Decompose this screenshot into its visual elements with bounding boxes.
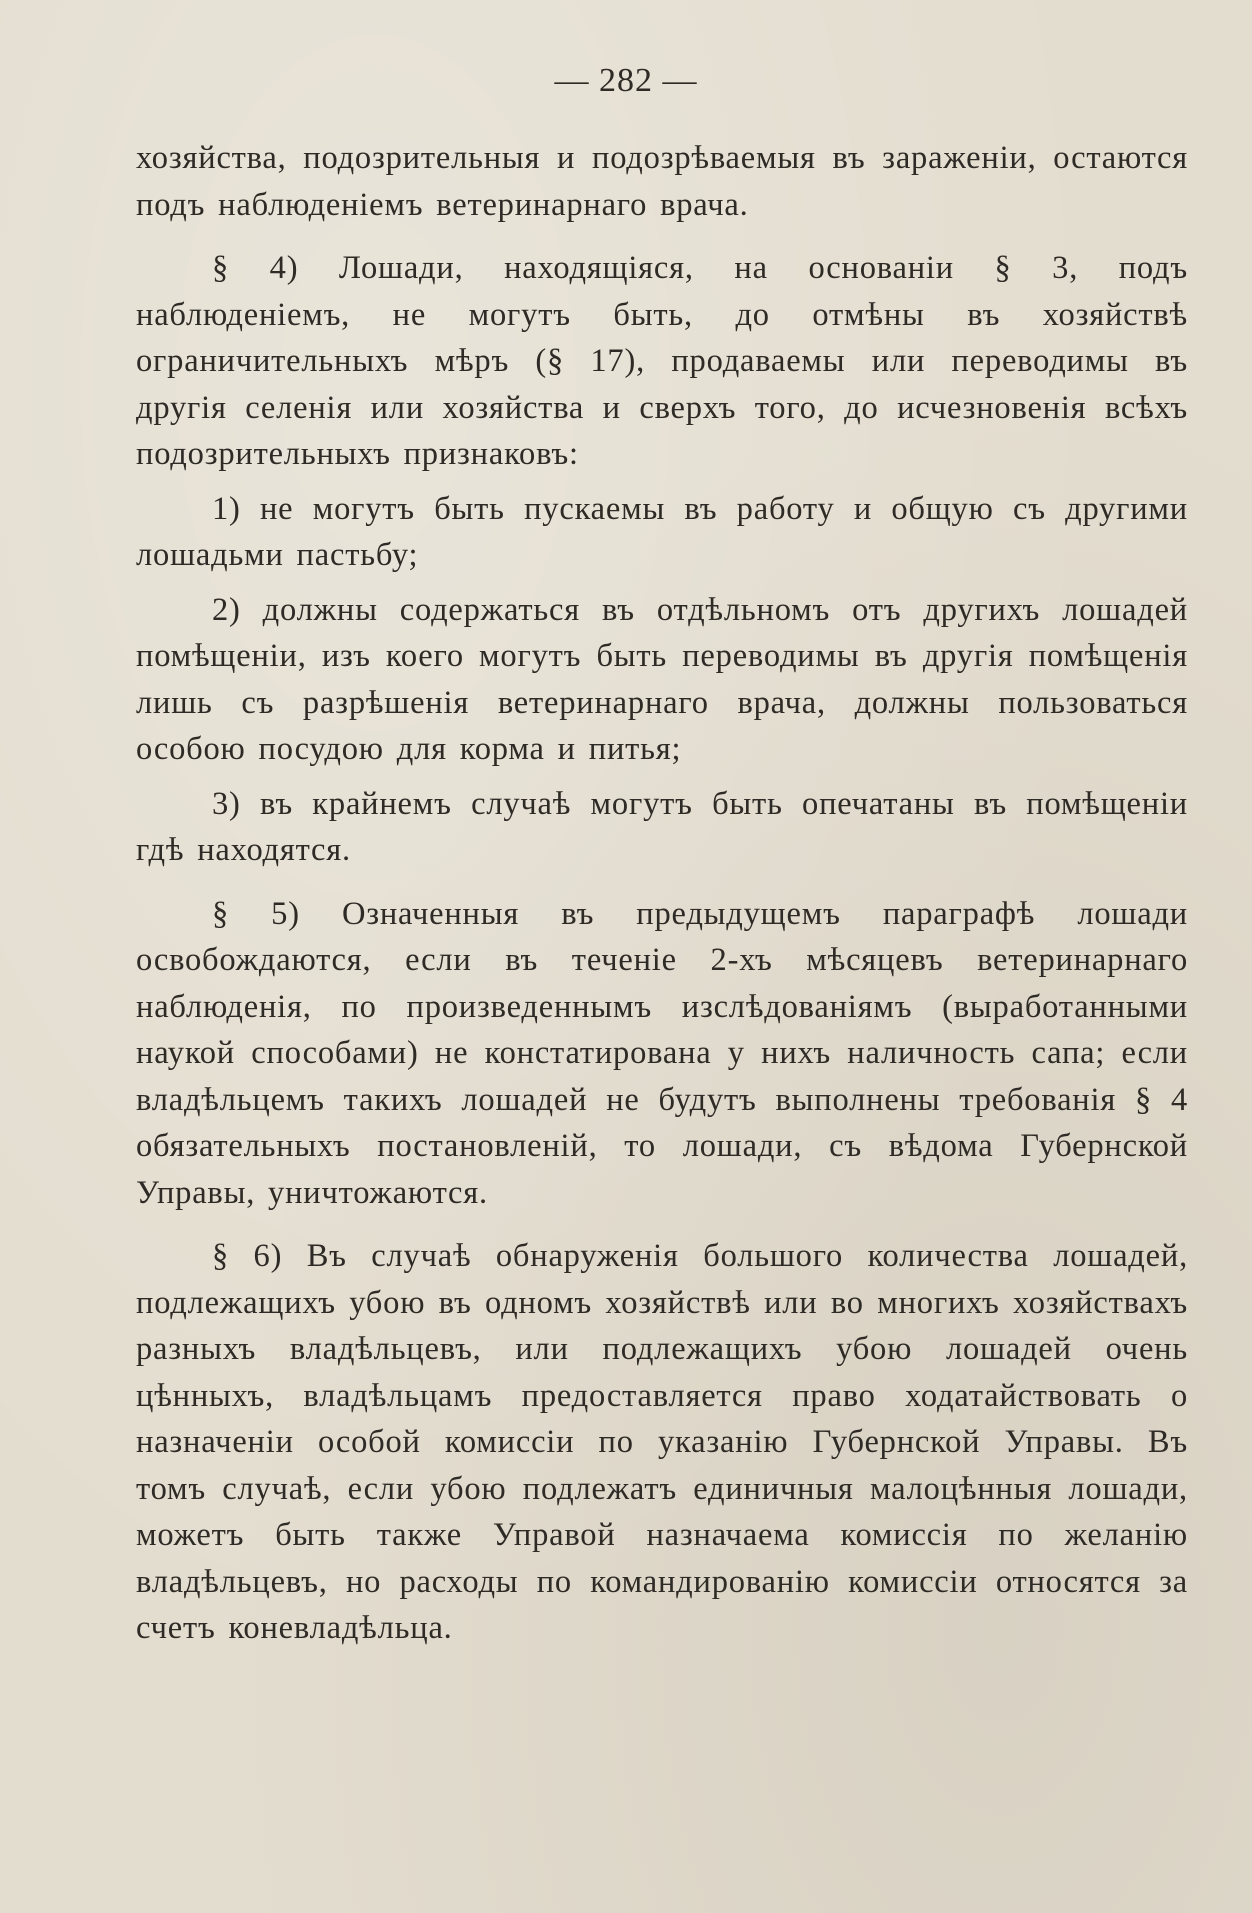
paragraph-section-4: § 4) Лошади, находящіяся, на основаніи § 3, подъ наблюденіемъ, не могутъ быть, до отмѣны въ хозяйствѣ ограничительныхъ мѣръ (§ 17), продаваемы или переводимы въ другія селенія или хозяйства и сверхъ того, до исчезновенія всѣхъ подозрительныхъ признаковъ: <box>136 250 1188 472</box>
paragraph-item-2: 2) должны содержаться въ отдѣльномъ отъ другихъ лошадей помѣщеніи, изъ коего могутъ быть переводимы въ другія помѣщенія лишь съ разрѣшенія ветеринарнаго врача, должны пользоваться особою посудою для корма и питья; <box>136 591 1188 767</box>
paragraph-section-6: § 6) Въ случаѣ обнаруженія большого количества лошадей, подлежащихъ убою въ одномъ хозяйствѣ или во многихъ хозяйствахъ разныхъ владѣльцевъ, или подлежащихъ убою лошадей очень цѣнныхъ, владѣльцамъ предоставляется право ходатайствовать о назначеніи особой комиссіи по указанію Губернской Управы. Въ томъ случаѣ, если убою подлежатъ единичныя малоцѣнныя лошади, можетъ быть также Управой назначаема комиссія по желанію владѣльцевъ, но расходы по командированію комиссіи относятся за счетъ коневладѣльца. <box>136 1238 1188 1646</box>
paragraph-item-3: 3) въ крайнемъ случаѣ могутъ быть опечатаны въ помѣщеніи гдѣ находятся. <box>136 785 1188 868</box>
paragraph-item-1: 1) не могутъ быть пускаемы въ работу и общую съ другими лошадьми пастьбу; <box>136 490 1188 573</box>
body-text <box>136 135 1188 1652</box>
paragraph-continuation: хозяйства, подозрительныя и подозрѣваемыя въ зараженіи, остаются подъ наблюденіемъ ветеринарнаго врача. <box>136 140 1188 223</box>
paragraph-section-5: § 5) Означенныя въ предыдущемъ параграфѣ лошади освобождаются, если въ теченіе 2-хъ мѣсяцевъ ветеринарнаго наблюденія, по произведеннымъ изслѣдованіямъ (выработанными наукой способами) не констатирована у нихъ наличность сапа; если владѣльцемъ такихъ лошадей не будутъ выполнены требованія § 4 обязательныхъ постановленій, то лошади, съ вѣдома Губернской Управы, уничтожаются. <box>136 895 1188 1211</box>
page-number: — 282 — <box>554 62 698 99</box>
